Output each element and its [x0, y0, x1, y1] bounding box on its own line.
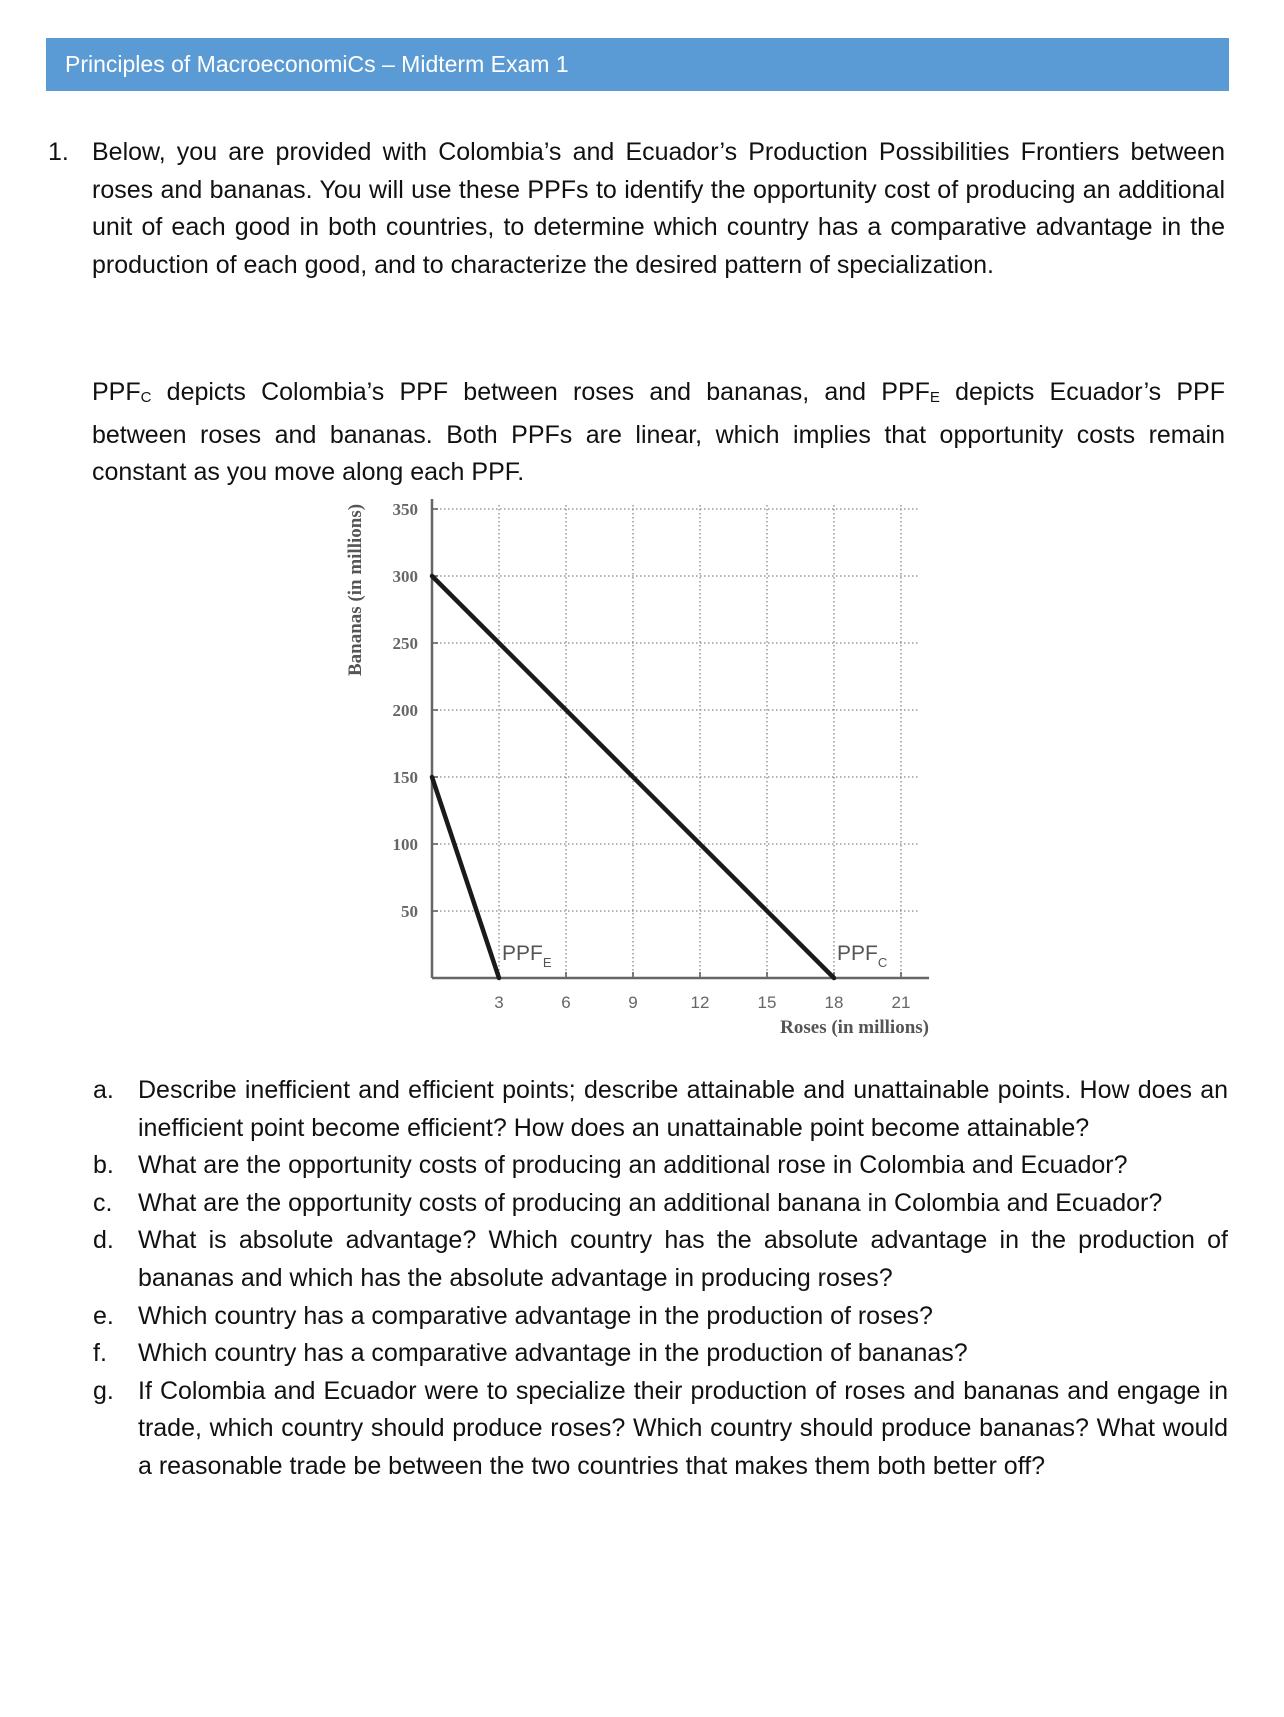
ppf-line-e: [432, 777, 499, 978]
sub-question-text: Which country has a comparative advantage in the production of bananas?: [138, 1339, 968, 1368]
ppf-c-subscript: C: [140, 389, 152, 406]
sub-question-d: [93, 1222, 1228, 1297]
sub-question-f: [93, 1335, 1228, 1373]
y-axis-title: Bananas (in millions): [345, 503, 366, 677]
x-tick-label: 18: [824, 993, 844, 1012]
ppf-chart-svg: [330, 480, 950, 1050]
exam-title: Principles of MacroeconomiCs – Midterm Exam 1: [65, 51, 569, 77]
sub-question-text: Describe inefficient and efficient points; describe attainable and unattainable points. How does an inefficient point become efficient? How does an unattainable point become attainable?: [138, 1076, 1228, 1142]
sub-question-b: [93, 1147, 1228, 1185]
y-tick-label: 350: [392, 500, 418, 519]
sub-question-letter: a.: [93, 1076, 114, 1104]
x-axis-title: Roses (in millions): [780, 1017, 929, 1038]
sub-question-letter: f.: [93, 1339, 107, 1368]
sub-question-g: [93, 1373, 1228, 1486]
x-tick-label: 21: [891, 993, 911, 1012]
sub-question-letter: b.: [93, 1151, 114, 1180]
y-tick-label: 150: [392, 768, 418, 787]
ppf-c-label: PPF: [92, 378, 141, 406]
ppf-label-subscript: E: [542, 955, 552, 970]
ppf-chart: [330, 480, 950, 1050]
ppf-desc-part-b: depicts Ecuador’s PPF between roses and bananas. Both PPFs are linear, which implies that opportunity costs remain constant as you move along each PPF.: [92, 378, 1225, 487]
sub-question-letter: e.: [93, 1301, 114, 1330]
x-tick-label: 9: [628, 993, 638, 1012]
y-tick-label: 300: [392, 567, 418, 586]
x-tick-label: 12: [690, 993, 710, 1012]
x-tick-label: 15: [757, 993, 777, 1012]
ppf-desc-part-a: depicts Colombia’s PPF between roses and bananas, and: [151, 378, 882, 406]
sub-question-text: What are the opportunity costs of producing an additional rose in Colombia and Ecuador?: [138, 1151, 1128, 1180]
ppf-label-e: $PPF_E$: [502, 942, 552, 970]
sub-question-text: What is absolute advantage? Which country has the absolute advantage in the production of bananas and which has the absolute advantage in producing roses?: [138, 1226, 1228, 1292]
ppf-label-subscript: C: [877, 955, 888, 970]
question-number: 1.: [48, 138, 69, 166]
sub-question-letter: d.: [93, 1226, 114, 1255]
question-intro: Below, you are provided with Colombia’s and Ecuador’s Production Possibilities Frontiers between roses and bananas. You will use these PPFs to identify the opportunity cost of producing an additional unit of each good in both countries, to determine which country has a comparative advantage in the production of each good, and to characterize the desired pattern of specialization.: [92, 138, 1225, 279]
sub-question-text: What are the opportunity costs of producing an additional banana in Colombia and Ecuador?: [138, 1188, 1163, 1217]
sub-questions: [93, 1072, 1228, 1486]
sub-question-text: Which country has a comparative advantage in the production of roses?: [138, 1301, 933, 1330]
ppf-description: [92, 374, 1225, 492]
sub-question-letter: g.: [93, 1376, 114, 1405]
sub-question-letter: c.: [93, 1188, 113, 1217]
sub-question-a: [93, 1072, 1228, 1147]
y-tick-label: 50: [401, 902, 418, 921]
ppf-e-subscript: E: [929, 389, 940, 406]
ppf-label-c: $PPF_C$: [837, 942, 888, 970]
x-tick-label: 6: [561, 993, 571, 1012]
y-tick-label: 200: [392, 701, 418, 720]
y-tick-label: 100: [392, 835, 418, 854]
sub-question-c: [93, 1185, 1228, 1223]
sub-question-e: [93, 1298, 1228, 1336]
sub-question-text: If Colombia and Ecuador were to specialize their production of roses and bananas and engage in trade, which country should produce roses? Which country should produce bananas? What would a reasonable trade be between the two countries that makes them both better off?: [138, 1376, 1228, 1480]
header-bar: [46, 38, 1229, 91]
y-tick-label: 250: [392, 634, 418, 653]
x-tick-label: 3: [494, 993, 504, 1012]
ppf-e-label: PPF: [881, 378, 930, 406]
